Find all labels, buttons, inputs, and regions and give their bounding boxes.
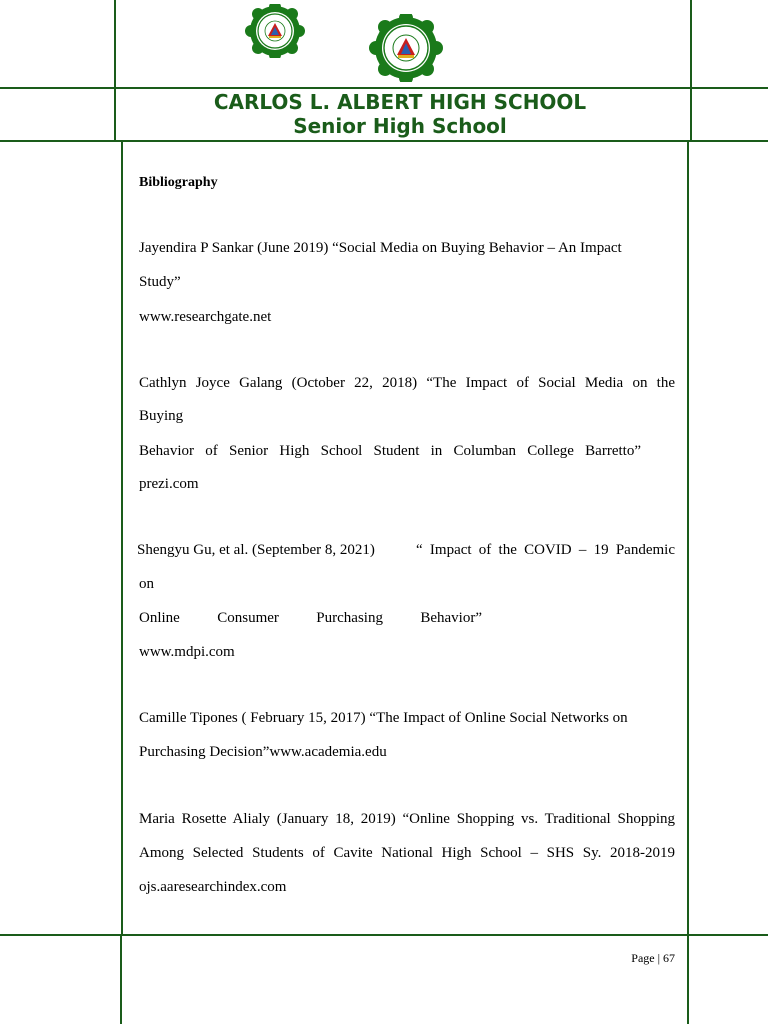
entry-2-line-3: Behavior of Senior High School Student in Columban College Barretto” (139, 443, 641, 459)
entry-1-url: www.researchgate.net (139, 309, 272, 325)
entry-5-line-2: Among Selected Students of Cavite National High School – SHS Sy. 2018-2019 (139, 845, 675, 861)
entry-2-url: prezi.com (139, 476, 199, 492)
entry-1-line-2: Study” (139, 274, 181, 290)
entry-1-line-1: Jayendira P Sankar (June 2019) “Social Media on Buying Behavior – An Impact (139, 240, 622, 256)
entry-3-line-3: Online Consumer Purchasing Behavior” (139, 610, 482, 626)
section-title: Bibliography (139, 175, 218, 190)
entry-3-line-1a: Shengyu Gu, et al. (September 8, 2021) (137, 542, 375, 558)
entry-3-url: www.mdpi.com (139, 644, 235, 660)
entry-4-line-1: Camille Tipones ( February 15, 2017) “The Impact of Online Social Networks on (139, 710, 628, 726)
page-number: Page | 67 (631, 951, 675, 965)
school-name: CARLOS L. ALBERT HIGH SCHOOL (213, 90, 587, 114)
entry-2-line-1: Cathlyn Joyce Galang (October 22, 2018) “The Impact of Social Media on the (139, 375, 675, 391)
entry-2-line-2: Buying (139, 408, 184, 424)
right-margin-line-lower (687, 934, 689, 1024)
school-seal-logo-small (244, 4, 306, 58)
right-margin-line-middle (687, 140, 689, 936)
entry-5-url: ojs.aaresearchindex.com (139, 879, 287, 895)
entry-3-line-2: on (139, 576, 154, 592)
entry-5-line-1: Maria Rosette Alialy (January 18, 2019) “Online Shopping vs. Traditional Shopping (139, 811, 675, 827)
entry-3-line-1b: “ Impact of the COVID – 19 Pandemic (416, 542, 675, 558)
left-margin-line-lower (120, 934, 122, 1024)
footer-rule (0, 934, 768, 936)
entry-4-line-2: Purchasing Decision”www.academia.edu (139, 744, 387, 760)
school-division: Senior High School (293, 114, 507, 138)
school-seal-logo-large (366, 14, 446, 82)
left-margin-line-middle (121, 140, 123, 936)
school-header (0, 90, 768, 138)
